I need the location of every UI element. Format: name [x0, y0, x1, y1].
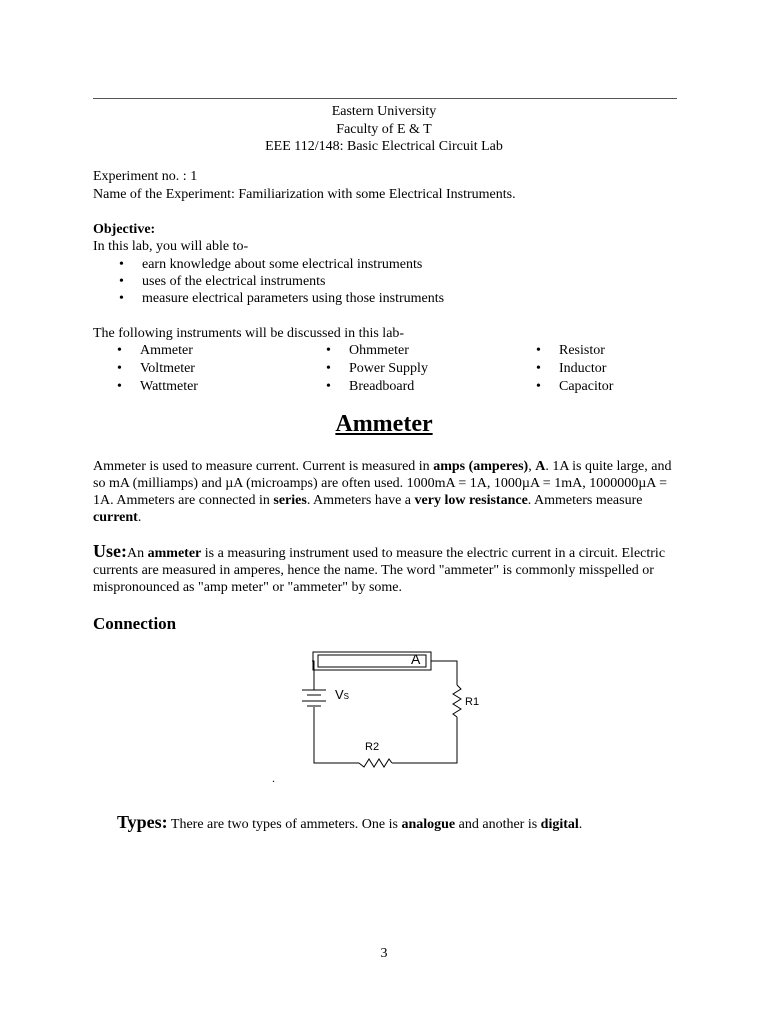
faculty-name: Faculty of E & T	[336, 122, 432, 137]
text-run: is a measuring instrument used to measure the electric current in a circuit. Electric currents are measured in amperes, hence the name. The word "ammeter" is commonly misspelled or mispronounced as "amp meter" or "ammeter" by some.	[93, 546, 666, 595]
text-run: An	[127, 546, 148, 561]
bold-run: very low resistance	[414, 493, 528, 508]
wire-right-bottom	[392, 717, 457, 763]
header-rule	[93, 98, 677, 99]
bullet-icon: •	[119, 257, 124, 272]
objective-item-text: uses of the electrical instruments	[142, 274, 326, 289]
bold-run: series	[273, 493, 307, 508]
use-paragraph	[93, 543, 683, 596]
instrument-item-text: Breadboard	[349, 379, 415, 394]
wire-left-bottom	[314, 707, 359, 763]
bullet-icon: •	[117, 361, 122, 376]
text-run: . Ammeters measure	[527, 493, 643, 508]
ammeter-circuit	[280, 645, 480, 775]
bullet-icon: •	[326, 361, 331, 376]
types-paragraph	[117, 812, 582, 833]
text-run: .	[137, 510, 142, 525]
bullet-icon: •	[119, 291, 124, 306]
instrument-item-text: Voltmeter	[140, 361, 195, 376]
section-title: Ammeter	[335, 411, 433, 437]
instrument-item-text: Inductor	[559, 361, 607, 376]
bullet-icon: •	[536, 379, 541, 394]
instrument-item-text: Wattmeter	[140, 379, 198, 394]
ammeter-inner-box	[318, 655, 426, 667]
objective-item-text: earn knowledge about some electrical instruments	[142, 257, 423, 272]
instrument-item-text: Ohmmeter	[349, 343, 409, 358]
r2-resistor	[359, 759, 392, 767]
source-label	[335, 687, 349, 702]
wire-right-top	[431, 661, 457, 685]
instrument-item-text: Ammeter	[140, 343, 193, 358]
types-label: Types:	[117, 812, 168, 832]
bold-run: amps (amperes)	[433, 459, 529, 474]
bullet-icon: •	[326, 379, 331, 394]
connection-heading: Connection	[93, 614, 177, 633]
stray-dot: .	[272, 771, 275, 785]
r1-label: R1	[465, 696, 480, 708]
bullet-icon: •	[536, 343, 541, 358]
text-run: Ammeter is used to measure current. Current is measured in	[93, 459, 434, 474]
ammeter-paragraph	[93, 458, 683, 526]
page-number: 3	[380, 946, 388, 961]
bold-run: analogue	[401, 817, 456, 832]
text-run: . 1A is quite large, and so mA (milliamps) and µA (microamps) are often used. 1000mA = 1A, 1000µA = 1mA, 1000000µA = 1A. Ammeters are connected in	[93, 459, 672, 508]
text-run: ,	[528, 459, 536, 474]
source-label-sub: S	[343, 692, 350, 701]
experiment-name: Name of the Experiment: Familiarization with some Electrical Instruments.	[93, 187, 516, 202]
instrument-item-text: Power Supply	[349, 361, 428, 376]
bold-run: digital	[540, 817, 579, 832]
text-run: There are two types of ammeters. One is	[167, 817, 402, 832]
bullet-icon: •	[119, 274, 124, 289]
bold-run: A	[535, 459, 546, 474]
instruments-intro: The following instruments will be discussed in this lab-	[93, 326, 405, 341]
instrument-item-text: Capacitor	[559, 379, 614, 394]
bold-run: current	[93, 510, 138, 525]
use-label: Use:	[93, 541, 127, 561]
instrument-item-text: Resistor	[559, 343, 605, 358]
objective-heading: Objective:	[93, 222, 156, 237]
bold-run: ammeter	[147, 546, 202, 561]
r2-label: R2	[365, 741, 380, 753]
course-title: EEE 112/148: Basic Electrical Circuit Lab	[265, 139, 503, 154]
text-run: and another is	[455, 817, 541, 832]
bullet-icon: •	[326, 343, 331, 358]
experiment-number: Experiment no. : 1	[93, 169, 198, 184]
r1-resistor	[453, 685, 461, 717]
ammeter-label: A	[411, 651, 421, 667]
bullet-icon: •	[536, 361, 541, 376]
source-label-main: V	[335, 687, 344, 702]
objective-intro: In this lab, you will able to-	[93, 239, 249, 254]
objective-item-text: measure electrical parameters using those instruments	[142, 291, 445, 306]
university-name: Eastern University	[331, 104, 437, 119]
bullet-icon: •	[117, 379, 122, 394]
text-run: .	[578, 817, 583, 832]
text-run: . Ammeters have a	[306, 493, 415, 508]
bullet-icon: •	[117, 343, 122, 358]
